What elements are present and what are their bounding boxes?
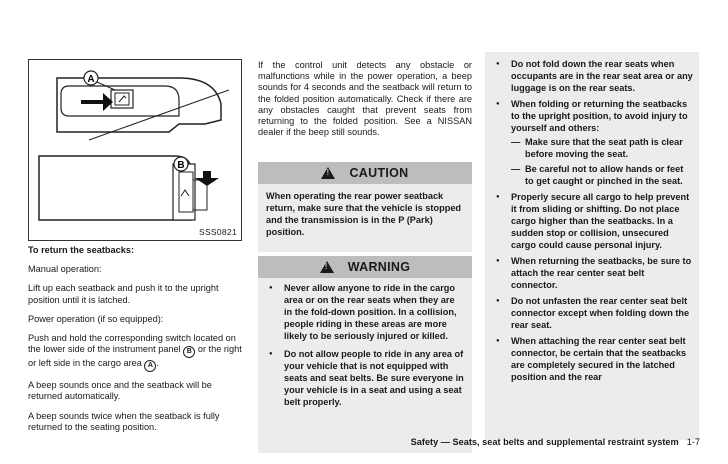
warning-continued-list (493, 58, 693, 383)
warning-continued-box (485, 52, 699, 440)
warning-triangle-icon (321, 167, 335, 179)
page-footer (411, 437, 700, 447)
warning-list (266, 282, 464, 408)
caution-box (258, 162, 472, 252)
warning-item: ● When returning the seatbacks, be sure to attach the rear center seat belt connector. (493, 255, 693, 291)
warning-box (258, 256, 472, 453)
caution-title: CAUTION (349, 166, 409, 180)
power-text-part-3: . (156, 358, 160, 369)
callout-a: A (87, 74, 95, 85)
warning-item: ● Properly secure all cargo to help prevent it from sliding or shifting. Do not place cargo higher than the seatbacks. In a sudden stop or collision, unsecured cargo could cause personal injury. (493, 191, 693, 251)
warning-item: ● Do not allow people to ride in any area of your vehicle that is not equipped with seats and seat belts. Be sure everyone in your vehicle is in a seat and using a seat belt properly. (266, 348, 464, 408)
warning-item: ● Never allow anyone to ride in the cargo area or on the rear seats when they are in the fold-down position. In a collision, people riding in these areas are more likely to be seriously injured or killed. (266, 282, 464, 342)
warning-triangle-icon (320, 261, 334, 273)
seatback-switch-figure (28, 59, 242, 241)
power-operation-label: Power operation (if so equipped): (28, 313, 164, 324)
switch-illustration (29, 60, 241, 240)
warning-item-text: When folding or returning the seatbacks to the upright position, to avoid injury to yourself and others: (511, 99, 688, 133)
power-text-part-2: or the right or left side in the cargo area (28, 344, 242, 369)
beep-once-text: A beep sounds once and the seatback will be returned automatically. (28, 380, 212, 402)
section-heading: To return the seatbacks: (28, 245, 135, 255)
warning-item: ● When attaching the rear center seat belt connector, be certain that the seatbacks are completely secured in the latched position and the rear (493, 335, 693, 383)
return-seatbacks-section (28, 245, 246, 441)
obstacle-detection-text: If the control unit detects any obstacle or malfunctions while in the power operation, a beep sounds for 4 seconds and the seatback will return to the folded position automatically. Check if there are any obstacles caught that prevent seats from returning to the folded position. See a NISSAN dealer if the beep still sounds. (258, 60, 472, 138)
caution-text: When operating the rear power seatback return, make sure that the vehicle is stopped and the transmission is in the P (Park) position. (258, 184, 472, 252)
power-text-part-1: Push and hold the corresponding switch located on the lower side of the instrument panel (28, 333, 236, 355)
page-number: 1-7 (686, 437, 700, 447)
warning-header (258, 256, 472, 278)
warning-item: ● Do not unfasten the rear center seat belt connector except when folding down the rear seat. (493, 295, 693, 331)
caution-header (258, 162, 472, 184)
figure-code: SSS0821 (198, 227, 237, 237)
beep-twice-text: A beep sounds twice when the seatback is fully returned to the seating position. (28, 410, 220, 432)
manual-operation-label: Manual operation: (28, 264, 102, 275)
warning-item (493, 98, 693, 187)
footer-section-title: Safety — Seats, seat belts and supplemental restraint system (410, 437, 679, 447)
mark-a: A (144, 360, 156, 372)
power-operation-text (28, 333, 246, 372)
warning-title: WARNING (347, 260, 411, 274)
warning-subitem: — Be careful not to allow hands or feet to get caught or pinched in the seat. (511, 163, 693, 187)
manual-operation-text: Lift up each seatback and push it to the upright position until it is latched. (28, 283, 219, 305)
warning-item: ● Do not fold down the rear seats when occupants are in the rear seat area or any luggage is on the rear seats. (493, 58, 693, 94)
warning-subitem: — Make sure that the seat path is clear before moving the seat. (511, 136, 693, 160)
callout-b: B (177, 160, 185, 171)
mark-b: B (183, 346, 195, 358)
